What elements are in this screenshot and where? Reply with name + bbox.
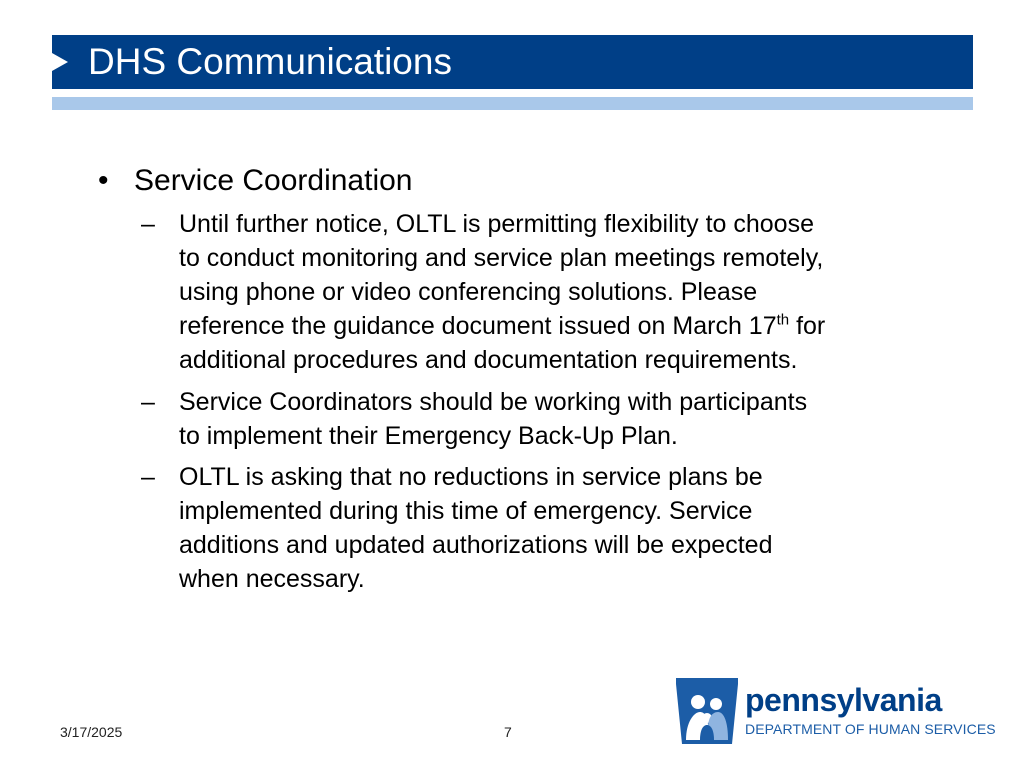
dash-icon: – — [141, 388, 155, 416]
text-line: to implement their Emergency Back-Up Plan. — [179, 422, 678, 450]
text-fragment: reference the guidance document issued on March 17 — [179, 312, 777, 340]
section-heading: Service Coordination — [134, 164, 413, 197]
slide-title: DHS Communications — [88, 41, 452, 82]
bullet-icon: • — [98, 164, 109, 197]
dash-icon: – — [141, 210, 155, 238]
text-line: Service Coordinators should be working with participants — [179, 388, 808, 416]
pa-dhs-logo — [674, 678, 996, 750]
text-line: Until further notice, OLTL is permitting flexibility to choose — [179, 210, 814, 238]
ordinal-suffix: th — [776, 311, 790, 329]
text-line: additional procedures and documentation requirements. — [179, 346, 798, 374]
page-number: 7 — [504, 724, 512, 740]
text-fragment: for — [789, 312, 826, 340]
sub-item-text — [179, 385, 924, 453]
footer-date: 3/17/2025 — [60, 724, 123, 740]
dash-icon: – — [141, 463, 155, 491]
text-line: when necessary. — [179, 565, 365, 593]
sub-item-text — [179, 460, 924, 596]
text-line: to conduct monitoring and service plan meetings remotely, — [179, 244, 824, 272]
logo-wordmark: pennsylvania — [745, 682, 942, 718]
text-line: additions and updated authorizations will be expected — [179, 531, 773, 559]
logo-subtitle: DEPARTMENT OF HUMAN SERVICES — [745, 721, 996, 737]
keystone-family-icon — [674, 678, 740, 746]
text-line: implemented during this time of emergency. Service — [179, 497, 753, 525]
text-line: using phone or video conferencing solutions. Please — [179, 278, 758, 306]
text-line: OLTL is asking that no reductions in service plans be — [179, 463, 763, 491]
text-line — [179, 309, 924, 343]
sub-item-text — [179, 207, 924, 377]
